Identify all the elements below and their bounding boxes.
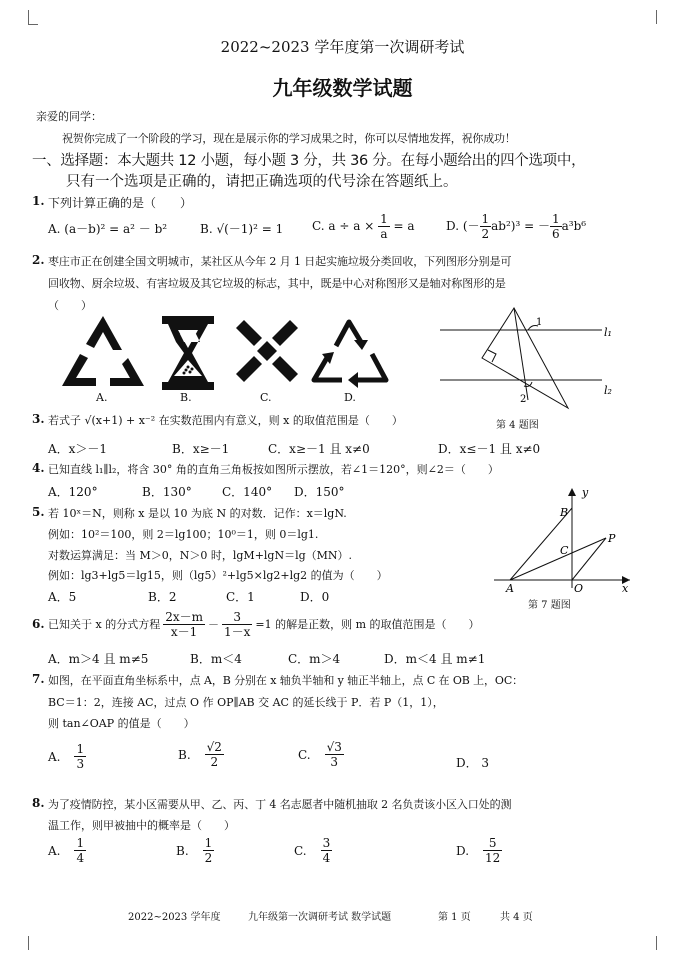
fig7-label-o: O xyxy=(574,582,584,594)
q7-option-a: A. $\frac{1}{3}$ xyxy=(48,742,85,771)
q2-line1: 枣庄市正在创建全国文明城市，某社区从今年 2 月 1 日起实施垃圾分类回收，下列图形分别是可 xyxy=(48,255,512,268)
hourglass-symbol-b xyxy=(158,314,218,392)
fig7-label-a: A xyxy=(506,582,514,594)
recycle-symbol-d xyxy=(306,310,392,390)
figure-4 xyxy=(432,304,622,434)
crop-mark-bottom-right xyxy=(656,936,671,950)
fig7-label-b: B xyxy=(560,506,569,519)
crop-mark-top-left xyxy=(14,10,29,24)
q2-label-d: D. xyxy=(344,391,356,404)
q4-option-d: D．150° xyxy=(294,485,345,499)
q3-option-c: C．x≥－1 且 x≠0 xyxy=(268,442,370,456)
q7-line2: BC＝1：2，连接 AC，过点 O 作 OP∥AB 交 AC 的延长线于 P．若 P（1，1）， xyxy=(48,696,444,709)
fig4-l2: l₂ xyxy=(604,384,612,397)
q3-option-a: A．x＞－1 xyxy=(48,442,108,456)
fig7-label-y: y xyxy=(582,486,589,499)
q1-option-b: B. √(－1)² = 1 xyxy=(200,222,284,236)
section1-heading-line1: 一、选择题：本大题共 12 小题，每小题 3 分，共 36 分。在每小题给出的四个选项中， xyxy=(32,153,586,169)
fig7-label-p: P xyxy=(608,532,616,545)
footer-page: 第 1 页 xyxy=(438,912,471,923)
q4-option-a: A．120° xyxy=(48,485,98,499)
q5-line2: 例如：10²＝100，则 2＝lg100；10⁰＝1，则 0＝lg1. xyxy=(48,528,319,541)
q8-option-d: D. $\frac{5}{12}$ xyxy=(456,836,501,865)
fig7-label-x: x xyxy=(622,582,629,594)
q5-line4: 例如：lg3+lg5＝lg15，则（lg5）²+lg5×lg2+lg2 的值为（ ） xyxy=(48,569,388,582)
q6-number: 6. xyxy=(32,617,45,631)
q6-option-a: A．m＞4 且 m≠5 xyxy=(48,652,149,666)
crop-mark-bottom-left xyxy=(14,936,29,950)
q2-label-a: A. xyxy=(96,391,108,404)
fig4-caption: 第 4 题图 xyxy=(496,420,539,431)
q2-number: 2. xyxy=(32,253,45,267)
q1-option-d: D. (－ $\frac{1}{2}$ ab²)³ = － $\frac{1}{6}$ a³b⁶ xyxy=(446,212,587,241)
q2-label-b: B. xyxy=(180,391,192,404)
q7-option-b: B. $\frac{√2}{2}$ xyxy=(178,740,222,769)
q3-number: 3. xyxy=(32,412,45,426)
q8-number: 8. xyxy=(32,796,45,810)
exam-title: 2022~2023 学年度第一次调研考试 xyxy=(220,38,465,56)
fig4-l1: l₁ xyxy=(604,326,612,339)
q6-option-b: B．m＜4 xyxy=(190,652,242,666)
q8-option-a: A. $\frac{1}{4}$ xyxy=(48,836,85,865)
fig7-caption: 第 7 题图 xyxy=(528,600,571,611)
cross-symbol-c xyxy=(232,316,302,386)
q3-option-d: D．x≤－1 且 x≠0 xyxy=(438,442,541,456)
fig4-angle2: 2 xyxy=(520,394,527,405)
section1-heading-line2: 只有一个选项是正确的，请把正确选项的代号涂在答题纸上。 xyxy=(66,174,458,190)
q7-line3: 则 tan∠OAP 的值是（ ） xyxy=(48,717,195,730)
q7-option-c: C. $\frac{√3}{3}$ xyxy=(298,740,342,769)
fig4-angle1: 1 xyxy=(536,317,543,328)
q6-option-c: C．m＞4 xyxy=(288,652,341,666)
q2-line2: 回收物、厨余垃圾、有害垃圾及其它垃圾的标志，其中，既是中心对称图形又是轴对称图形的是 xyxy=(48,277,506,290)
q5-option-a: A．5 xyxy=(48,590,77,604)
greeting: 亲爱的同学： xyxy=(36,110,102,123)
crop-mark-top-left-h xyxy=(28,24,38,25)
q5-line1: 若 10ˣ＝N，则称 x 是以 10 为底 N 的对数．记作：x＝lgN. xyxy=(48,507,347,520)
q3-stem: 若式子 √(x+1) + x⁻² 在实数范围内有意义，则 x 的取值范围是（ ） xyxy=(48,414,403,427)
subject-title: 九年级数学试题 xyxy=(272,76,413,100)
q4-option-c: C．140° xyxy=(222,485,273,499)
intro-message: 祝贺你完成了一个阶段的学习，现在是展示你的学习成果之时，你可以尽情地发挥，祝你成功！ xyxy=(62,132,516,145)
footer-year: 2022~2023 学年度 xyxy=(128,912,221,923)
q5-option-b: B．2 xyxy=(148,590,177,604)
q6-option-d: D．m＜4 且 m≠1 xyxy=(384,652,486,666)
q7-option-d: D． 3 xyxy=(456,756,490,770)
q4-stem: 已知直线 l₁∥l₂，将含 30° 角的直角三角板按如图所示摆放，若∠1＝120°，则∠2＝（ ） xyxy=(48,463,499,476)
figure-7 xyxy=(490,484,640,594)
q6-stem: 已知关于 x 的分式方程 $\frac{2x-m}{x-1}$ － $\frac{3}{1-x}$ =1 的解是正数，则 m 的取值范围是（ ） xyxy=(48,609,480,639)
crop-mark-top-right xyxy=(656,10,671,24)
q8-option-b: B. $\frac{1}{2}$ xyxy=(176,836,213,865)
q8-option-c: C. $\frac{3}{4}$ xyxy=(294,836,331,865)
footer-total: 共 4 页 xyxy=(500,912,533,923)
q5-number: 5. xyxy=(32,505,45,519)
q7-line1: 如图，在平面直角坐标系中，点 A，B 分别在 x 轴负半轴和 y 轴正半轴上，点 C 在 OB 上，OC： xyxy=(48,674,524,687)
q5-line3: 对数运算满足：当 M＞0，N＞0 时，lgM+lgN＝lg（MN）. xyxy=(48,549,353,562)
q8-line1: 为了疫情防控，某小区需要从甲、乙、丙、丁 4 名志愿者中随机抽取 2 名负责该小区入口处的测 xyxy=(48,798,512,811)
q4-option-b: B．130° xyxy=(142,485,192,499)
q2-line3: （ ） xyxy=(48,299,92,312)
q1-number: 1. xyxy=(32,194,45,208)
q2-label-c: C. xyxy=(260,391,272,404)
footer-title: 九年级第一次调研考试 数学试题 xyxy=(248,912,392,923)
q8-line2: 温工作，则甲被抽中的概率是（ ） xyxy=(48,819,235,832)
q1-stem: 下列计算正确的是（ ） xyxy=(48,196,193,210)
q1-option-c: C. a ÷ a × $\frac{1}{a}$ = a xyxy=(312,212,415,241)
q3-option-b: B．x≥－1 xyxy=(172,442,230,456)
q7-number: 7. xyxy=(32,672,45,686)
q1-option-a: A. (a－b)² = a² － b² xyxy=(48,222,168,236)
q5-option-c: C．1 xyxy=(226,590,255,604)
q4-number: 4. xyxy=(32,461,45,475)
fig7-label-c: C xyxy=(560,544,569,557)
q5-option-d: D．0 xyxy=(300,590,330,604)
recycle-symbol-a xyxy=(58,312,148,392)
